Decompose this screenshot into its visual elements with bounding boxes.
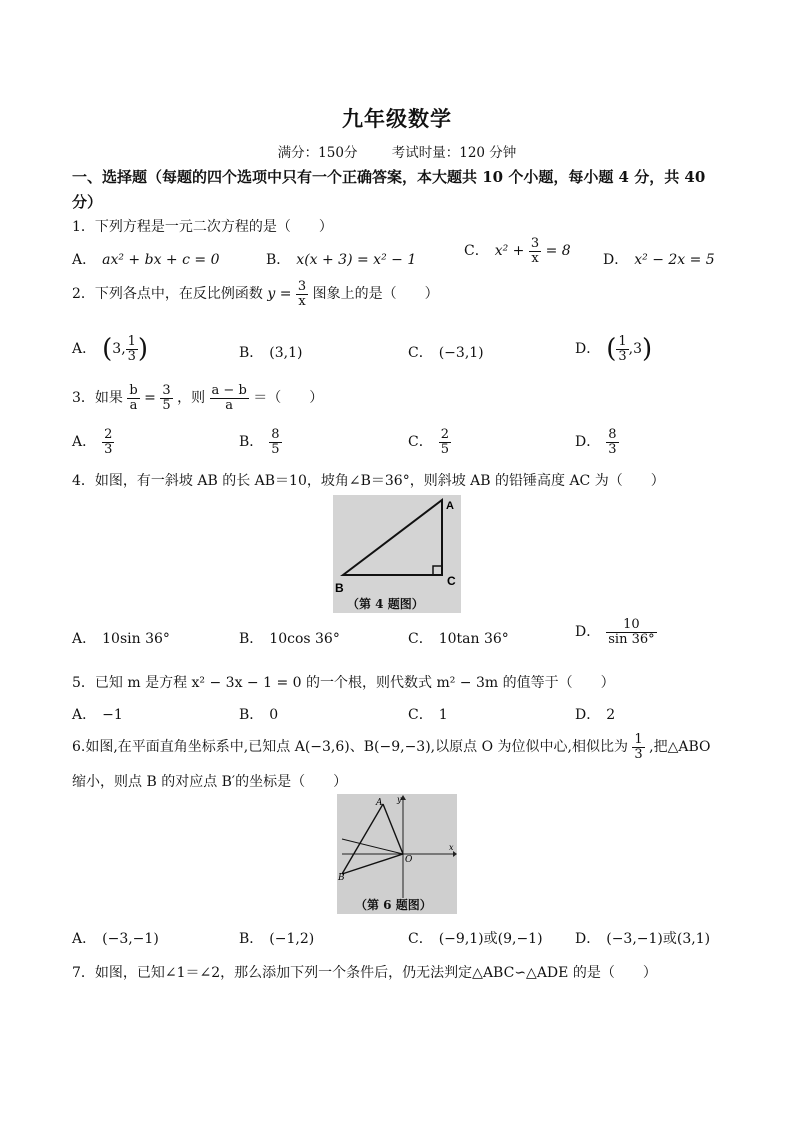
section-heading: 一、选择题（每题的四个选项中只有一个正确答案，本大题共 10 个小题，每小题 4 分，共 40 分） xyxy=(72,168,706,211)
origin-label: O xyxy=(405,855,413,865)
point-a-label: A xyxy=(376,798,383,808)
option-c[interactable]: C． (−3,1) xyxy=(408,345,484,361)
guide-line xyxy=(342,839,403,854)
option-a[interactable]: A． (3, $\frac{1}{3}$ ) xyxy=(72,333,149,364)
exam-meta xyxy=(0,141,794,161)
option-d[interactable]: D． ( $\frac{1}{3}$ ,3) xyxy=(575,333,653,364)
option-c[interactable]: C． 10tan 36° xyxy=(408,631,509,647)
question-7: 7．如图，已知∠1＝∠2，那么添加下列一个条件后，仍无法判定△ABC∽△ADE 的是（ ） xyxy=(72,965,657,981)
figure-6 xyxy=(337,794,457,914)
option-a[interactable]: A． $\frac{2}{3}$ xyxy=(72,427,113,457)
y-axis-label: y xyxy=(397,795,402,804)
option-d[interactable]: D． (−3,−1)或(3,1) xyxy=(575,931,711,947)
vertex-c-label: C xyxy=(447,574,456,588)
x-axis-label: x xyxy=(449,843,454,852)
option-c[interactable]: C． $\frac{2}{5}$ xyxy=(408,427,449,457)
option-d[interactable]: D． $\frac{8}{3}$ xyxy=(575,427,617,457)
option-a[interactable]: A． 10sin 36° xyxy=(72,631,170,647)
figure-6-caption: （第 6 题图） xyxy=(355,898,432,912)
option-b[interactable]: B． 10cos 36° xyxy=(239,631,340,647)
vertex-b-label: B xyxy=(335,581,344,595)
option-b[interactable]: B． (−1,2) xyxy=(239,931,315,947)
right-angle-mark xyxy=(433,566,442,575)
question-6-options xyxy=(72,928,732,958)
option-a[interactable]: A． ax² + bx + c = 0 xyxy=(72,252,220,268)
page-title: 九年级数学 xyxy=(342,106,452,131)
option-d[interactable]: D． x² − 2x = 5 xyxy=(603,252,715,268)
question-5-options xyxy=(72,704,732,734)
question-2: 2．下列各点中，在反比例函数 y = $\frac{3}{x}$ 图象上的是（ ） xyxy=(72,279,439,309)
exam-time: 考试时量：120 分钟 xyxy=(391,145,517,161)
x-axis-arrow xyxy=(453,851,457,857)
question-5: 5．已知 m 是方程 x² − 3x − 1 = 0 的一个根，则代数式 m² − 3m 的值等于（ ） xyxy=(72,675,615,691)
option-a[interactable]: A． (−3,−1) xyxy=(72,931,159,947)
option-b[interactable]: B． (3,1) xyxy=(239,345,303,361)
triangle-shape xyxy=(343,500,442,575)
fraction: $\frac{3}{x}$ xyxy=(530,236,540,266)
question-3: 3．如果 $\frac{b}{a}$ = $\frac{3}{5}$ ，则 $\frac{a - b}{a}$ ＝（ ） xyxy=(72,383,324,413)
segment-ab xyxy=(342,804,383,874)
option-d[interactable]: D． $\frac{10}{\sin 36^\circ}$ xyxy=(575,617,655,647)
option-c[interactable]: C． (−9,1)或(9,−1) xyxy=(408,931,543,947)
question-3-options xyxy=(72,428,732,458)
figure-4 xyxy=(333,495,461,613)
question-4-options xyxy=(72,618,732,648)
question-4: 4．如图，有一斜坡 AB 的长 AB＝10，坡角∠B＝36°，则斜坡 AB 的铅锤高度 AC 为（ ） xyxy=(72,473,665,489)
question-1: 1．下列方程是一元二次方程的是（ ） xyxy=(72,219,333,235)
full-score: 满分：150分 xyxy=(277,145,358,161)
question-1-options xyxy=(72,236,732,279)
fraction: $\frac{3}{x}$ xyxy=(297,279,307,309)
point-b-label: B xyxy=(338,873,345,883)
question-6: 6.如图,在平面直角坐标系中,已知点 A(−3,6)、B(−9,−3),以原点 O 为位似中心,相似比为 $\frac{1}{3}$ ,把△ABO xyxy=(72,732,711,762)
option-b[interactable]: B． x(x + 3) = x² − 1 xyxy=(266,252,417,268)
option-c[interactable]: C． x² + $\frac{3}{x}$ = 8 xyxy=(464,236,571,266)
segment-ao xyxy=(383,804,403,854)
question-2-options xyxy=(72,334,732,364)
option-b[interactable]: B． $\frac{8}{5}$ xyxy=(239,427,280,457)
option-b[interactable]: B． 0 xyxy=(239,707,279,723)
option-a[interactable]: A． −1 xyxy=(72,707,123,723)
figure-4-caption: （第 4 题图） xyxy=(347,597,424,611)
option-d[interactable]: D． 2 xyxy=(575,707,616,723)
vertex-a-label: A xyxy=(446,500,454,512)
question-6-line2: 缩小，则点 B 的对应点 B′的坐标是（ ） xyxy=(72,774,348,790)
option-c[interactable]: C． 1 xyxy=(408,707,448,723)
